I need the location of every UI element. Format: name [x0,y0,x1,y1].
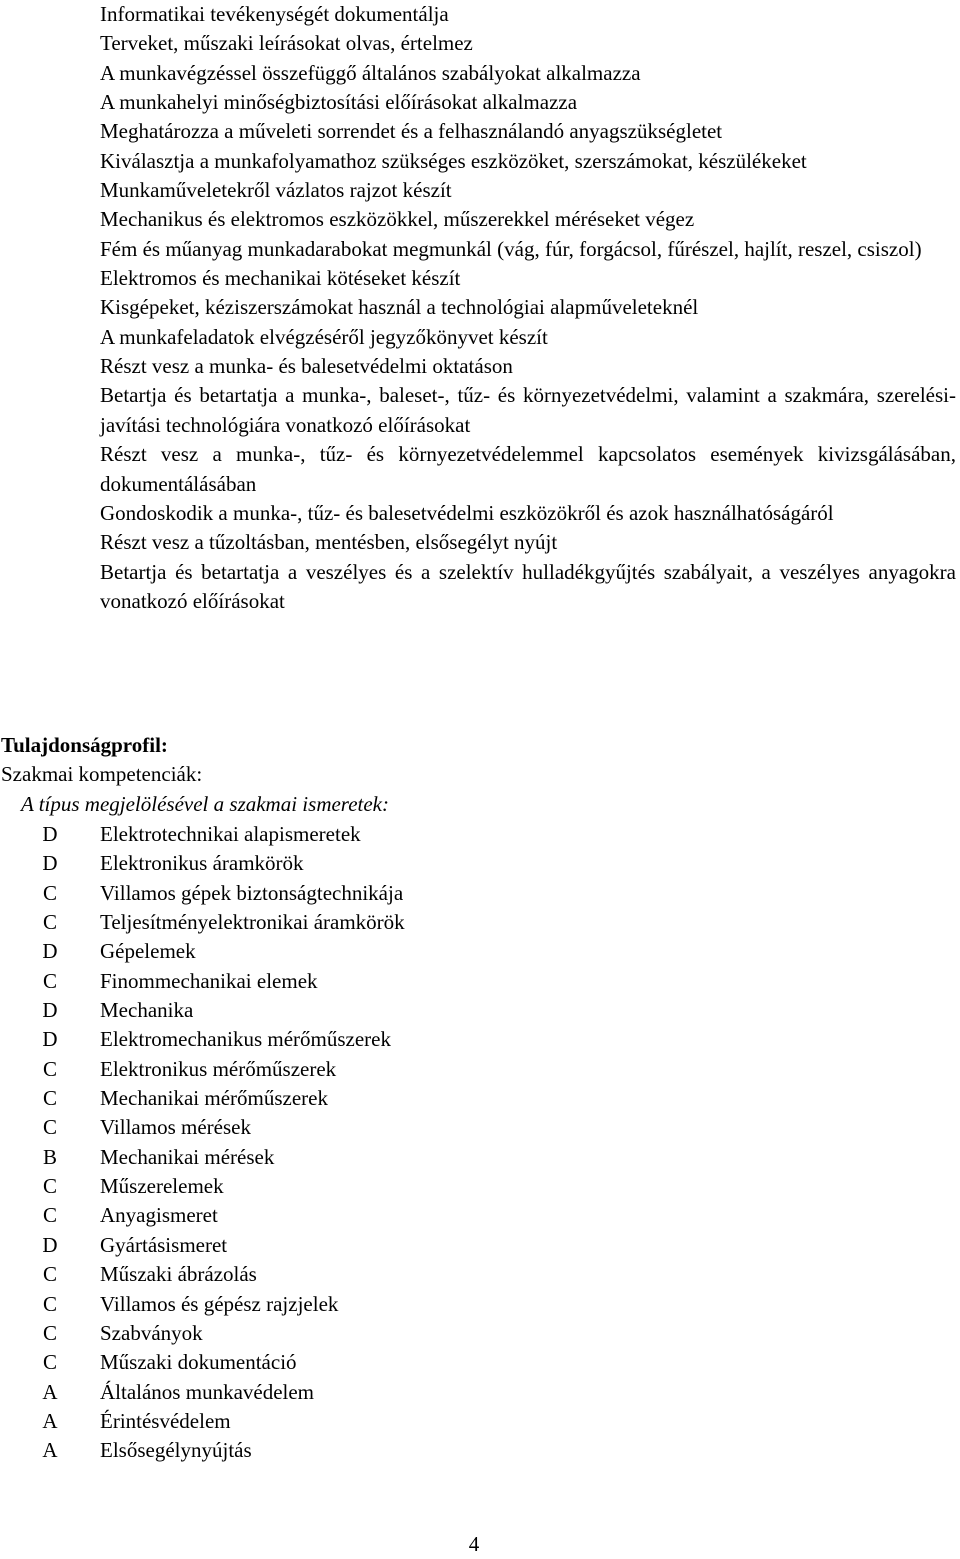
skill-name: Elsősegélynyújtás [100,1438,252,1463]
skill-name: Elektrotechnikai alapismeretek [100,822,361,846]
skill-name: Általános munkavédelem [100,1379,315,1404]
skill-row [0,1319,405,1348]
task-item: Meghatározza a műveleti sorrendet és a felhasználandó anyagszükségletet [100,119,723,144]
task-item: Betartja és betartatja a munka-, baleset-, tűz- és környezetvédelmi, valamint a szakmára, szerelési-javítási technológiára vonatkozó előírásokat [100,383,956,437]
task-list [100,0,956,616]
skill-row [0,996,405,1025]
skill-level: C [42,910,57,935]
task-item: A munkafeladatok elvégzéséről jegyzőkönyvet készít [100,324,548,349]
skill-row [0,1172,405,1201]
task-item: Részt vesz a tűzoltásban, mentésben, elsősegélyt nyújt [100,530,558,555]
task-item: Informatikai tevékenységét dokumentálja [100,2,449,26]
task-item: A munkavégzéssel összefüggő általános szabályokat alkalmazza [100,60,641,85]
task-item: A munkahelyi minőségbiztosítási előírásokat alkalmazza [100,90,578,115]
task-item: Kisgépeket, kéziszerszámokat használ a technológiai alapműveleteknél [100,295,699,320]
competence-label: Szakmai kompetenciák: [1,762,203,786]
task-item: Fém és műanyag munkadarabokat megmunkál (vág, fúr, forgácsol, fűrészel, hajlít, reszel, csiszol) [100,236,922,261]
skill-name: Teljesítményelektronikai áramkörök [100,910,405,935]
skill-level: C [42,1262,57,1287]
skill-row [0,1348,405,1377]
skill-level: C [42,1056,57,1081]
skill-row [0,1290,405,1319]
skill-level: D [42,1027,58,1052]
skill-row [0,820,405,849]
skill-name: Elektronikus mérőműszerek [100,1056,337,1081]
skill-name: Elektronikus áramkörök [100,851,304,876]
skill-name: Villamos mérések [100,1115,251,1140]
skill-level: C [42,1203,57,1228]
skill-name: Elektromechanikus mérőműszerek [100,1027,391,1052]
skill-row [0,879,405,908]
skill-name: Érintésvédelem [100,1408,231,1433]
skill-name: Gépelemek [100,939,196,964]
skill-level: D [42,851,58,876]
skill-row [0,1436,405,1465]
task-item: Részt vesz a munka- és balesetvédelmi oktatáson [100,354,513,379]
task-item: Részt vesz a munka-, tűz- és környezetvédelemmel kapcsolatos események kivizsgálásában, dokumentálásában [100,442,956,496]
task-item: Gondoskodik a munka-, tűz- és balesetvédelmi eszközökről és azok használhatóságáról [100,500,834,525]
skill-row [0,1025,405,1054]
skill-name: Műszaki ábrázolás [100,1262,257,1287]
skill-row [0,1378,405,1407]
skill-level: C [42,1291,57,1316]
skill-level: D [42,939,58,964]
skill-name: Villamos gépek biztonságtechnikája [100,880,404,905]
skill-level: C [42,1174,57,1199]
skill-row [0,1055,405,1084]
task-item: Kiválasztja a munkafolyamathoz szükséges eszközöket, szerszámokat, készülékeket [100,148,807,173]
task-item: Terveket, műszaki leírásokat olvas, értelmez [100,31,473,56]
section-heading: Tulajdonságprofil: [1,733,168,757]
skill-name: Szabványok [100,1320,203,1345]
skill-level: C [42,1350,57,1375]
skill-row [0,908,405,937]
skill-name: Anyagismeret [100,1203,218,1228]
skill-row [0,1201,405,1230]
skill-name: Mechanikai mérések [100,1144,275,1169]
skill-level: C [42,880,57,905]
skill-name: Gyártásismeret [100,1232,228,1257]
task-item: Elektromos és mechanikai kötéseket készít [100,266,461,291]
skill-list [0,820,405,1466]
skill-row [0,1113,405,1142]
skill-level: A [42,1438,58,1463]
skill-row [0,967,405,996]
skill-name: Mechanika [100,998,194,1023]
page-number: 4 [468,1532,480,1556]
skill-level: D [42,998,58,1023]
skill-level: A [42,1379,58,1404]
skill-name: Műszaki dokumentáció [100,1350,297,1375]
skill-level: A [42,1408,58,1433]
skill-name: Finommechanikai elemek [100,968,318,993]
skill-row [0,1084,405,1113]
task-item: Betartja és betartatja a veszélyes és a szelektív hulladékgyűjtés szabályait, a veszélyes anyagokra vonatkozó előírásokat [100,559,956,613]
skill-row [0,1407,405,1436]
skill-name: Villamos és gépész rajzjelek [100,1291,339,1316]
type-note: A típus megjelölésével a szakmai ismeretek: [21,792,389,816]
skill-level: C [42,1086,57,1111]
skill-row [0,1260,405,1289]
skill-level: D [42,1232,58,1257]
skill-level: B [42,1144,57,1169]
skill-level: C [42,968,57,993]
skill-row [0,849,405,878]
task-item: Munkaműveletekről vázlatos rajzot készít [100,178,452,203]
task-item: Mechanikus és elektromos eszközökkel, műszerekkel méréseket végez [100,207,695,232]
skill-name: Mechanikai mérőműszerek [100,1086,328,1111]
skill-row [0,1231,405,1260]
skill-level: D [42,822,58,846]
skill-row [0,937,405,966]
skill-level: C [42,1115,57,1140]
skill-name: Műszerelemek [100,1174,224,1199]
skill-level: C [42,1320,57,1345]
skill-row [0,1143,405,1172]
